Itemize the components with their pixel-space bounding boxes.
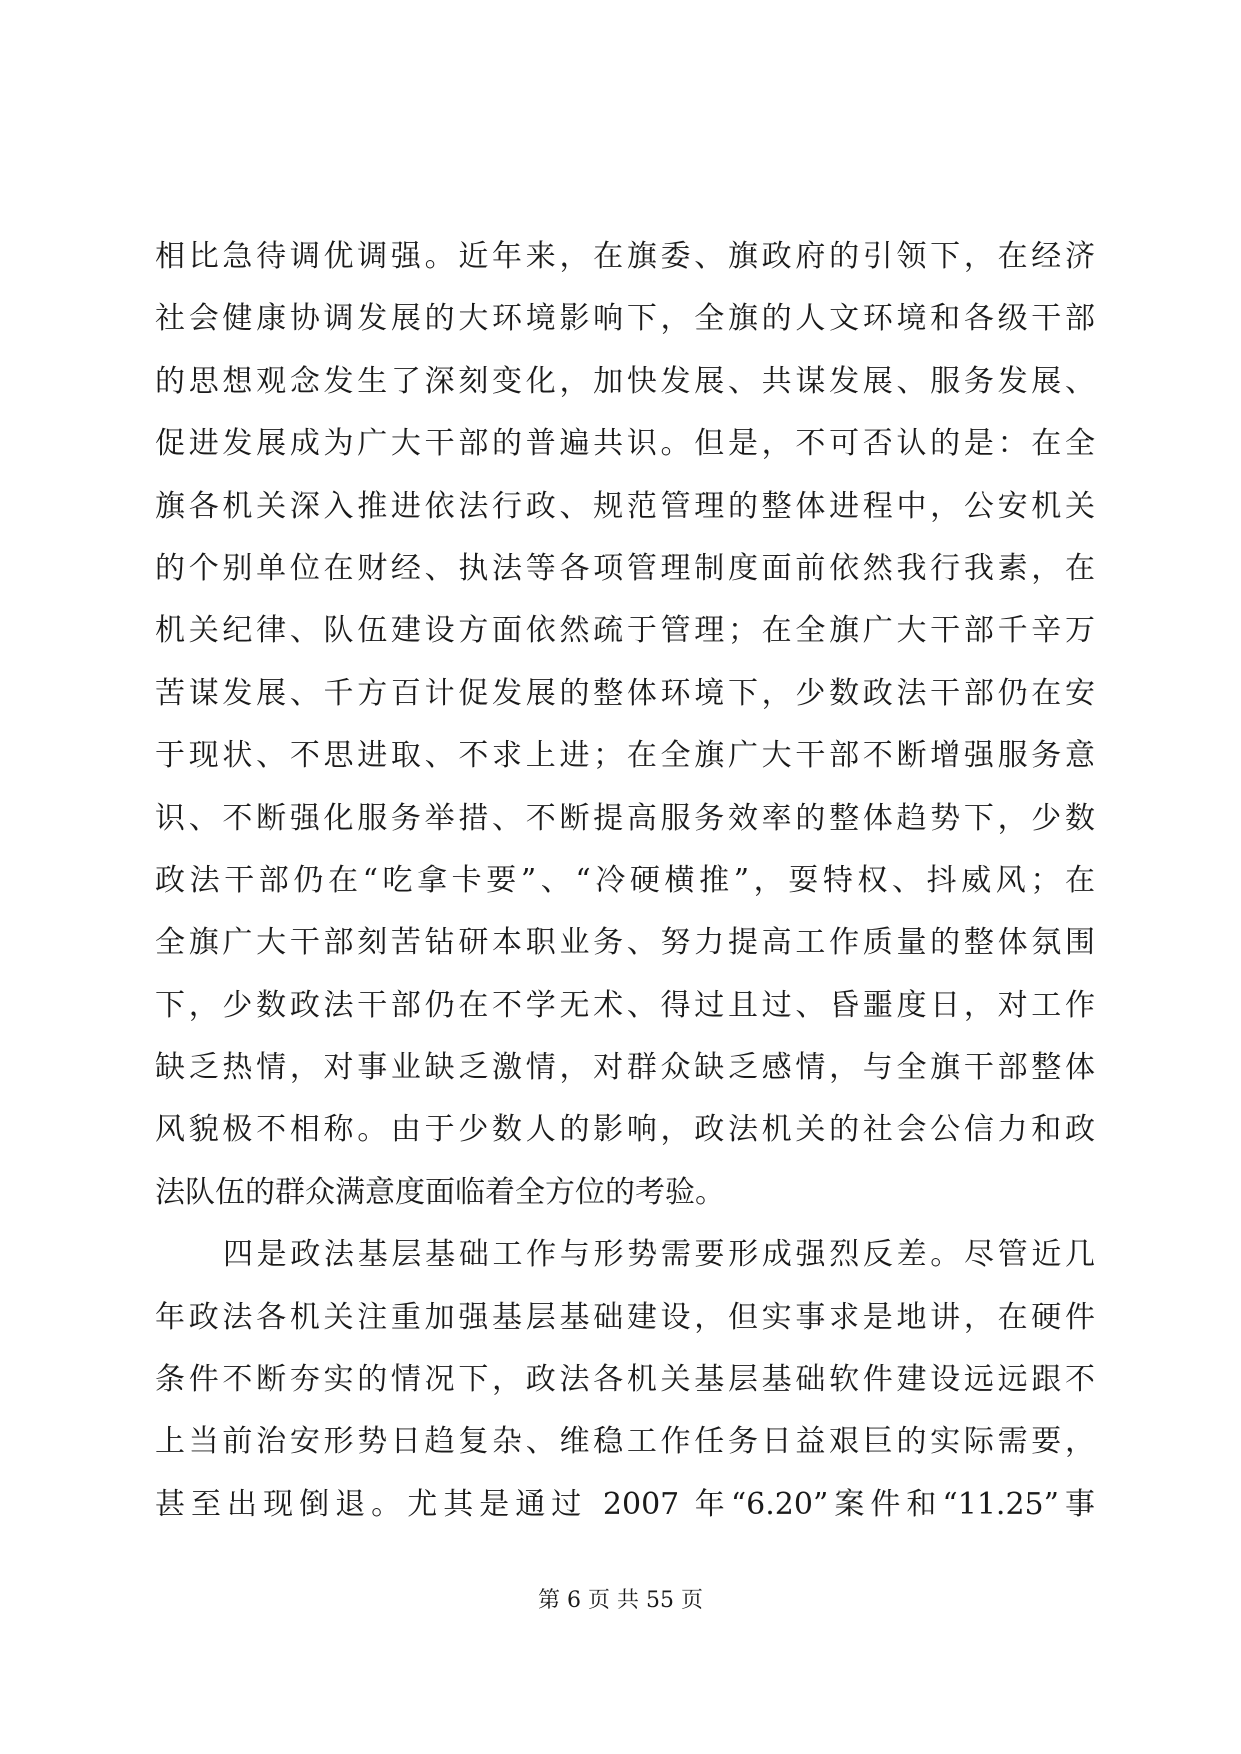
paragraph <box>155 1224 1095 1536</box>
text-line: 条件不断夯实的情况下，政法各机关基层基础软件建设远远跟不 <box>155 1362 1095 1398</box>
text-line: 识、不断强化服务举措、不断提高服务效率的整体趋势下，少数 <box>155 800 1095 836</box>
text-line: 政法干部仍在“吃拿卡要”、“冷硬横推”，耍特权、抖威风；在 <box>155 862 1095 898</box>
page-number-footer: 第 6 页 共 55 页 <box>538 1588 703 1613</box>
text-line: 社会健康协调发展的大环境影响下，全旗的人文环境和各级干部 <box>155 301 1095 337</box>
text-line: 苦谋发展、千方百计促发展的整体环境下，少数政法干部仍在安 <box>155 675 1095 711</box>
text-line: 法队伍的群众满意度面临着全方位的考验。 <box>155 1174 725 1210</box>
text-line: 相比急待调优调强。近年来，在旗委、旗政府的引领下，在经济 <box>155 239 1095 274</box>
text-line: 四是政法基层基础工作与形势需要形成强烈反差。尽管近几 <box>223 1237 1095 1273</box>
text-line: 促进发展成为广大干部的普遍共识。但是，不可否认的是：在全 <box>155 426 1095 462</box>
text-line: 缺乏热情，对事业缺乏激情，对群众缺乏感情，与全旗干部整体 <box>155 1050 1095 1086</box>
text-line: 下，少数政法干部仍在不学无术、得过且过、昏噩度日，对工作 <box>155 987 1095 1023</box>
text-line: 风貌极不相称。由于少数人的影响，政法机关的社会公信力和政 <box>155 1112 1095 1148</box>
text-line: 上当前治安形势日趋复杂、维稳工作任务日益艰巨的实际需要， <box>155 1424 1095 1460</box>
text-line: 于现状、不思进取、不求上进；在全旗广大干部不断增强服务意 <box>155 738 1095 774</box>
text-line: 的个别单位在财经、执法等各项管理制度面前依然我行我素，在 <box>155 550 1095 586</box>
paragraph <box>155 226 1095 1224</box>
text-line: 旗各机关深入推进依法行政、规范管理的整体进程中，公安机关 <box>155 488 1095 524</box>
document-body <box>155 226 1095 1536</box>
text-line: 全旗广大干部刻苦钻研本职业务、努力提高工作质量的整体氛围 <box>155 925 1095 961</box>
text-line: 的思想观念发生了深刻变化，加快发展、共谋发展、服务发展、 <box>155 363 1095 399</box>
text-line: 机关纪律、队伍建设方面依然疏于管理；在全旗广大干部千辛万 <box>155 613 1095 649</box>
text-line: 甚至出现倒退。尤其是通过 2007 年“6.20”案件和“11.25”事 <box>155 1486 1095 1522</box>
text-line: 年政法各机关注重加强基层基础建设，但实事求是地讲，在硬件 <box>155 1299 1095 1335</box>
